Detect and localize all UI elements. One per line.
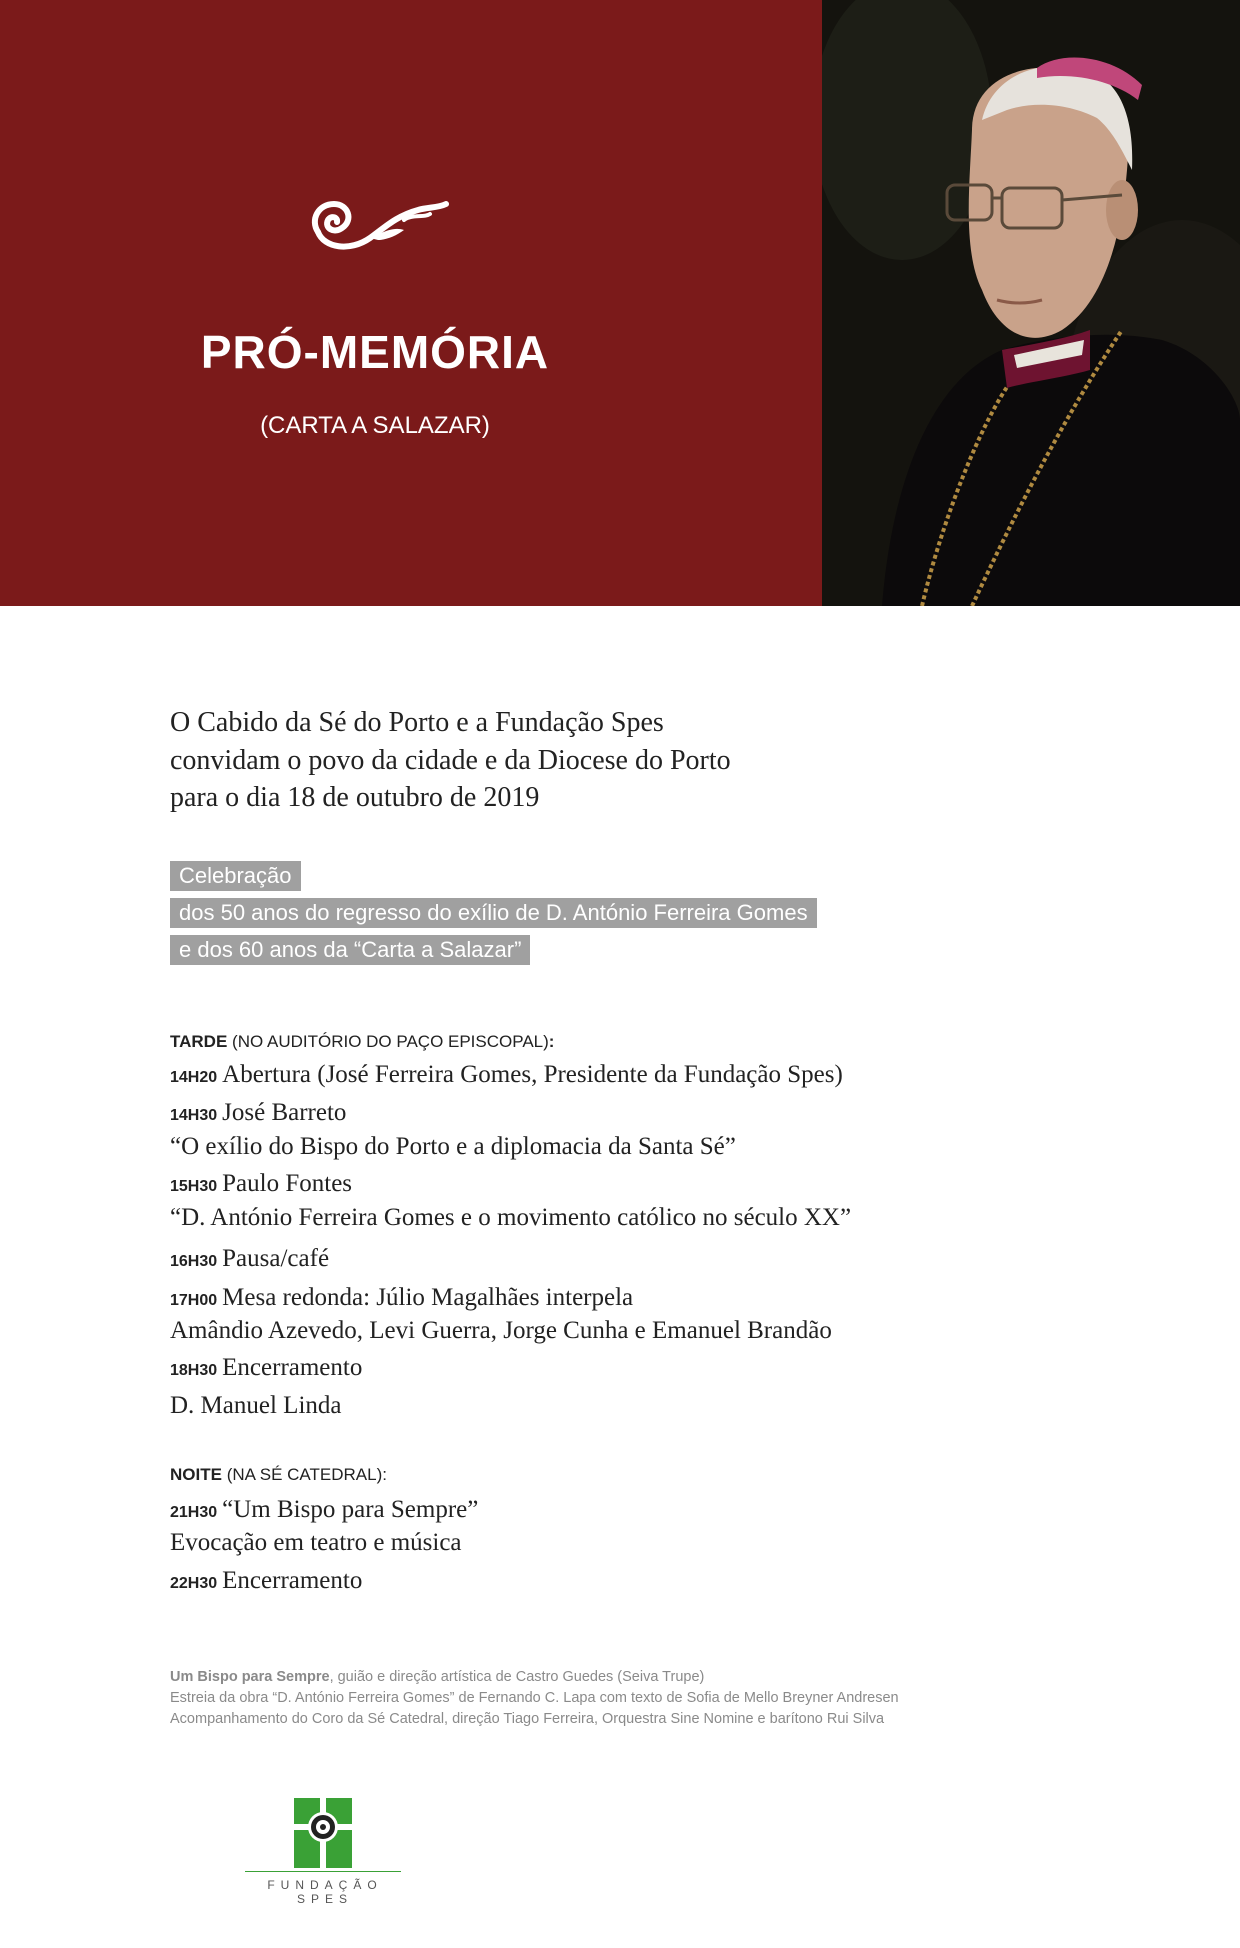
program-item	[170, 1567, 362, 1595]
invitation-line: O Cabido da Sé do Porto e a Fundação Spes	[170, 707, 664, 738]
program-item	[170, 1133, 736, 1161]
program-item	[170, 1392, 341, 1420]
afternoon-location: (NO AUDITÓRIO DO PAÇO EPISCOPAL)	[232, 1032, 549, 1051]
credits-direction: , guião e direção artística de Castro Guedes (Seiva Trupe)	[329, 1669, 705, 1685]
credits-line: Acompanhamento do Coro da Sé Catedral, direção Tiago Ferreira, Orquestra Sine Nomine e barítono Rui Silva	[170, 1711, 885, 1727]
afternoon-colon: :	[548, 1032, 555, 1051]
program-text: Encerramento	[222, 1567, 363, 1594]
fundacao-spes-logo	[245, 1798, 405, 1906]
program-item	[170, 1284, 633, 1312]
program-text: Amândio Azevedo, Levi Guerra, Jorge Cunha e Emanuel Brandão	[170, 1317, 832, 1344]
program-text: “D. António Ferreira Gomes e o movimento católico no século XX”	[170, 1204, 852, 1231]
program-item	[170, 1354, 362, 1382]
program-text: Mesa redonda: Júlio Magalhães interpela	[222, 1284, 634, 1311]
title-panel	[0, 0, 822, 606]
program-item	[170, 1496, 478, 1524]
page-title: PRÓ-MEMÓRIA	[200, 326, 550, 378]
night-heading	[170, 1465, 387, 1485]
program-text: José Barreto	[222, 1099, 347, 1126]
fundacao-spes-logo-icon	[294, 1798, 352, 1868]
program-time: 14H30	[170, 1107, 218, 1124]
program-item	[170, 1099, 346, 1127]
afternoon-heading	[170, 1032, 554, 1052]
credits	[170, 1667, 899, 1730]
bishop-portrait-photo	[822, 0, 1240, 606]
scroll-flourish-icon	[300, 190, 450, 265]
header-banner	[0, 0, 1240, 606]
program-text: “O exílio do Bispo do Porto e a diplomacia da Santa Sé”	[170, 1133, 736, 1160]
credits-work-title: Um Bispo para Sempre	[170, 1669, 330, 1685]
program-item	[170, 1204, 851, 1232]
credits-line: Estreia da obra “D. António Ferreira Gomes” de Fernando C. Lapa com texto de Sofia de Mello Breyner Andresen	[170, 1690, 899, 1706]
program-time: 15H30	[170, 1178, 218, 1195]
program-text: Pausa/café	[222, 1245, 330, 1272]
program-time: 21H30	[170, 1504, 218, 1521]
program-text: D. Manuel Linda	[170, 1392, 342, 1419]
program-item	[170, 1061, 843, 1089]
program-text: “Um Bispo para Sempre”	[222, 1496, 479, 1523]
credits-line	[170, 1667, 899, 1688]
afternoon-label: TARDE	[170, 1032, 228, 1051]
logo-divider	[245, 1871, 401, 1872]
night-location: (NA SÉ CATEDRAL):	[226, 1465, 387, 1484]
program-time: 16H30	[170, 1253, 218, 1270]
night-label: NOITE	[170, 1465, 222, 1484]
invitation-line: convidam o povo da cidade e da Diocese do Porto	[170, 744, 731, 776]
program-item	[170, 1317, 832, 1345]
program-item	[170, 1170, 352, 1198]
program-item	[170, 1245, 329, 1273]
program-text: Evocação em teatro e música	[170, 1529, 462, 1556]
celebration-line: dos 50 anos do regresso do exílio de D. António Ferreira Gomes	[170, 898, 817, 928]
program-time: 18H30	[170, 1362, 218, 1379]
celebration-line: e dos 60 anos da “Carta a Salazar”	[170, 935, 530, 965]
program-text: Abertura (José Ferreira Gomes, Presidente da Fundação Spes)	[222, 1061, 843, 1088]
program-time: 17H00	[170, 1292, 218, 1309]
logo-text: FUNDAÇÃO SPES	[267, 1878, 383, 1906]
invitation-text	[170, 704, 731, 817]
invitation-line: para o dia 18 de outubro de 2019	[170, 782, 540, 813]
program-time: 14H20	[170, 1069, 218, 1086]
celebration-line: Celebração	[170, 861, 301, 891]
program-text: Encerramento	[222, 1354, 363, 1381]
page-subtitle: (CARTA A SALAZAR)	[260, 412, 490, 439]
program-time: 22H30	[170, 1575, 218, 1592]
program-text: Paulo Fontes	[222, 1170, 353, 1197]
program-item	[170, 1529, 462, 1557]
